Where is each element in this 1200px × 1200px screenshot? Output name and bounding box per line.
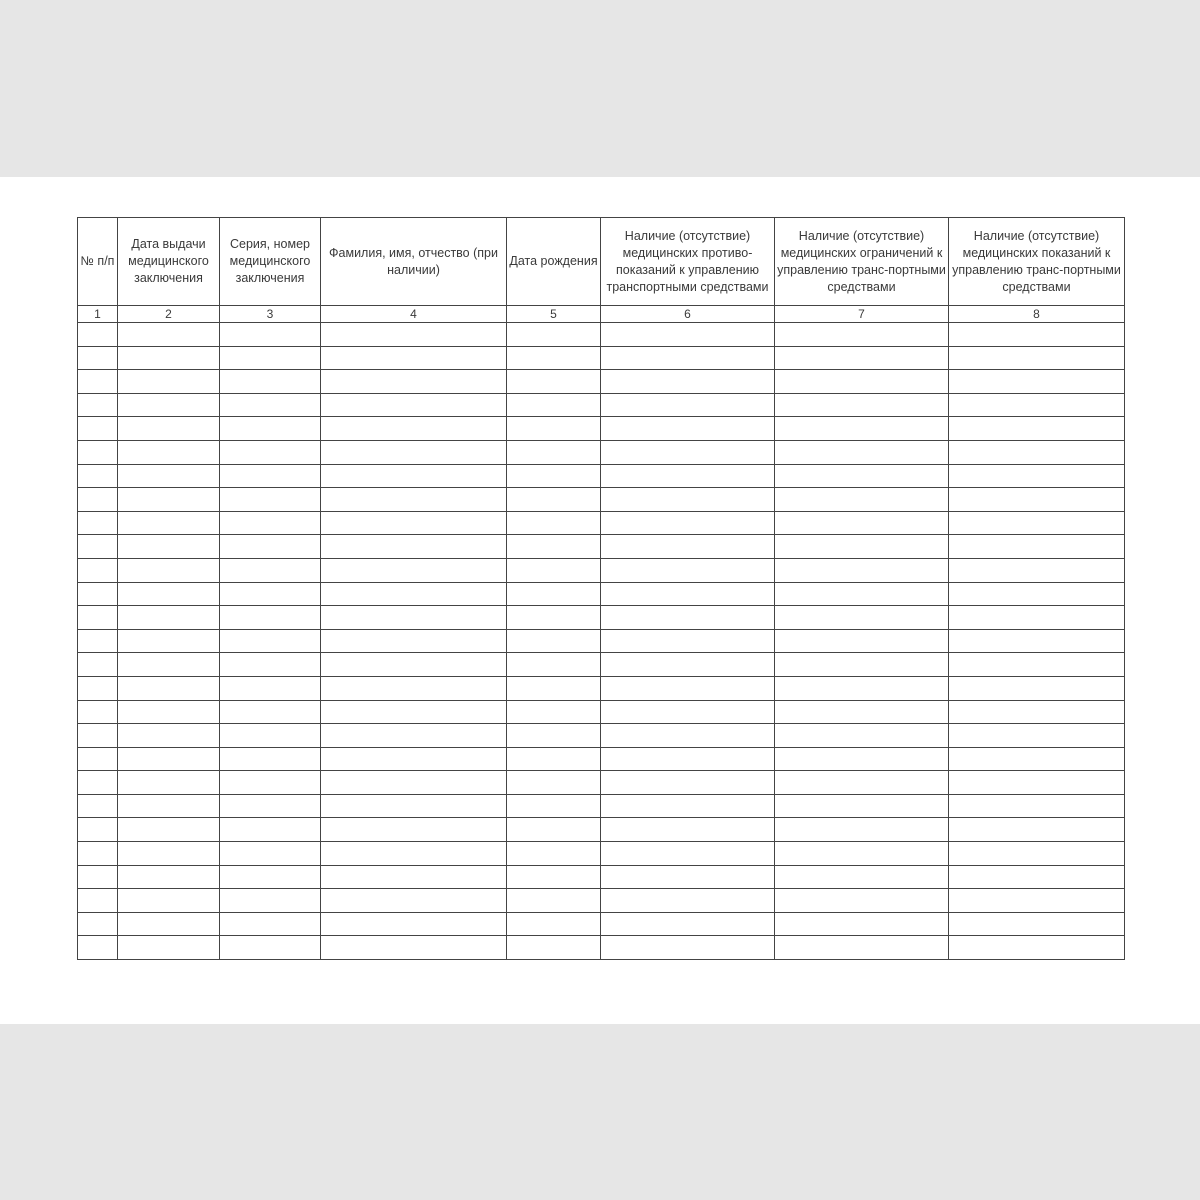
table-cell[interactable] bbox=[321, 440, 507, 464]
table-cell[interactable] bbox=[118, 629, 220, 653]
table-cell[interactable] bbox=[601, 818, 775, 842]
table-cell[interactable] bbox=[507, 511, 601, 535]
table-cell[interactable] bbox=[321, 818, 507, 842]
table-cell[interactable] bbox=[601, 771, 775, 795]
table-cell[interactable] bbox=[775, 511, 949, 535]
table-cell[interactable] bbox=[118, 535, 220, 559]
table-cell[interactable] bbox=[775, 558, 949, 582]
column-number: 6 bbox=[601, 306, 775, 323]
table-cell[interactable] bbox=[775, 393, 949, 417]
table-cell[interactable] bbox=[507, 323, 601, 347]
table-cell[interactable] bbox=[949, 488, 1125, 512]
table-row bbox=[78, 865, 1125, 889]
table-cell[interactable] bbox=[949, 794, 1125, 818]
table-cell[interactable] bbox=[601, 865, 775, 889]
table-cell[interactable] bbox=[775, 818, 949, 842]
table-cell[interactable] bbox=[775, 936, 949, 960]
table-cell[interactable] bbox=[78, 323, 118, 347]
table-cell[interactable] bbox=[78, 629, 118, 653]
table-cell[interactable] bbox=[220, 511, 321, 535]
column-header-birth-date: Дата рождения bbox=[507, 218, 601, 306]
table-cell[interactable] bbox=[507, 629, 601, 653]
table-cell[interactable] bbox=[775, 346, 949, 370]
table-cell[interactable] bbox=[507, 676, 601, 700]
table-cell[interactable] bbox=[118, 724, 220, 748]
table-cell[interactable] bbox=[949, 582, 1125, 606]
table-cell[interactable] bbox=[220, 653, 321, 677]
table-cell[interactable] bbox=[78, 464, 118, 488]
table-cell[interactable] bbox=[601, 629, 775, 653]
table-cell[interactable] bbox=[949, 440, 1125, 464]
table-cell[interactable] bbox=[220, 535, 321, 559]
table-cell[interactable] bbox=[775, 606, 949, 630]
table-cell[interactable] bbox=[507, 653, 601, 677]
table-cell[interactable] bbox=[949, 417, 1125, 441]
table-cell[interactable] bbox=[78, 724, 118, 748]
table-row bbox=[78, 511, 1125, 535]
table-cell[interactable] bbox=[507, 488, 601, 512]
table-cell[interactable] bbox=[321, 912, 507, 936]
table-cell[interactable] bbox=[220, 558, 321, 582]
table-cell[interactable] bbox=[220, 346, 321, 370]
table-row bbox=[78, 653, 1125, 677]
table-cell[interactable] bbox=[507, 346, 601, 370]
register-body bbox=[78, 323, 1125, 960]
table-cell[interactable] bbox=[321, 653, 507, 677]
table-cell[interactable] bbox=[220, 842, 321, 866]
table-row bbox=[78, 582, 1125, 606]
table-cell[interactable] bbox=[949, 865, 1125, 889]
table-cell[interactable] bbox=[78, 558, 118, 582]
column-number: 4 bbox=[321, 306, 507, 323]
table-cell[interactable] bbox=[507, 582, 601, 606]
table-cell[interactable] bbox=[118, 771, 220, 795]
table-cell[interactable] bbox=[321, 346, 507, 370]
table-cell[interactable] bbox=[775, 794, 949, 818]
table-cell[interactable] bbox=[78, 511, 118, 535]
table-cell[interactable] bbox=[220, 323, 321, 347]
table-row bbox=[78, 889, 1125, 913]
table-cell[interactable] bbox=[78, 842, 118, 866]
table-cell[interactable] bbox=[601, 440, 775, 464]
table-row bbox=[78, 558, 1125, 582]
table-cell[interactable] bbox=[78, 606, 118, 630]
table-cell[interactable] bbox=[949, 724, 1125, 748]
table-row bbox=[78, 535, 1125, 559]
table-row bbox=[78, 393, 1125, 417]
table-cell[interactable] bbox=[321, 842, 507, 866]
column-number: 1 bbox=[78, 306, 118, 323]
table-cell[interactable] bbox=[949, 771, 1125, 795]
table-cell[interactable] bbox=[78, 676, 118, 700]
register-table bbox=[77, 217, 1125, 960]
table-cell[interactable] bbox=[118, 323, 220, 347]
table-cell[interactable] bbox=[507, 912, 601, 936]
table-cell[interactable] bbox=[118, 606, 220, 630]
table-cell[interactable] bbox=[220, 889, 321, 913]
table-cell[interactable] bbox=[507, 558, 601, 582]
table-cell[interactable] bbox=[118, 440, 220, 464]
table-cell[interactable] bbox=[775, 323, 949, 347]
table-cell[interactable] bbox=[118, 747, 220, 771]
table-cell[interactable] bbox=[601, 700, 775, 724]
table-cell[interactable] bbox=[949, 464, 1125, 488]
table-cell[interactable] bbox=[78, 912, 118, 936]
table-cell[interactable] bbox=[118, 464, 220, 488]
table-cell[interactable] bbox=[949, 936, 1125, 960]
table-row bbox=[78, 370, 1125, 394]
table-cell[interactable] bbox=[949, 912, 1125, 936]
table-cell[interactable] bbox=[507, 393, 601, 417]
table-row bbox=[78, 912, 1125, 936]
table-cell[interactable] bbox=[601, 724, 775, 748]
table-cell[interactable] bbox=[949, 629, 1125, 653]
column-header-indications: Наличие (отсутствие) медицинских показаний к управлению транс-портными средствами bbox=[949, 218, 1125, 306]
table-cell[interactable] bbox=[601, 676, 775, 700]
table-cell[interactable] bbox=[507, 889, 601, 913]
table-cell[interactable] bbox=[118, 700, 220, 724]
table-cell[interactable] bbox=[601, 889, 775, 913]
table-cell[interactable] bbox=[118, 393, 220, 417]
table-cell[interactable] bbox=[321, 889, 507, 913]
table-cell[interactable] bbox=[775, 464, 949, 488]
table-cell[interactable] bbox=[321, 488, 507, 512]
table-cell[interactable] bbox=[220, 936, 321, 960]
table-cell[interactable] bbox=[321, 936, 507, 960]
table-cell[interactable] bbox=[775, 889, 949, 913]
table-cell[interactable] bbox=[78, 653, 118, 677]
table-cell[interactable] bbox=[321, 370, 507, 394]
table-cell[interactable] bbox=[220, 417, 321, 441]
table-cell[interactable] bbox=[601, 535, 775, 559]
column-header-series-number: Серия, номер медицинского заключения bbox=[220, 218, 321, 306]
table-row bbox=[78, 346, 1125, 370]
table-cell[interactable] bbox=[775, 912, 949, 936]
table-cell[interactable] bbox=[118, 558, 220, 582]
table-cell[interactable] bbox=[321, 606, 507, 630]
table-cell[interactable] bbox=[775, 370, 949, 394]
table-cell[interactable] bbox=[601, 912, 775, 936]
table-cell[interactable] bbox=[118, 936, 220, 960]
column-header-issue-date: Дата выдачи медицинского заключения bbox=[118, 218, 220, 306]
table-row bbox=[78, 440, 1125, 464]
table-cell[interactable] bbox=[321, 700, 507, 724]
table-cell[interactable] bbox=[507, 606, 601, 630]
table-cell[interactable] bbox=[118, 912, 220, 936]
table-cell[interactable] bbox=[220, 865, 321, 889]
table-cell[interactable] bbox=[949, 653, 1125, 677]
table-cell[interactable] bbox=[601, 417, 775, 441]
table-row bbox=[78, 747, 1125, 771]
table-cell[interactable] bbox=[507, 865, 601, 889]
table-cell[interactable] bbox=[220, 606, 321, 630]
table-cell[interactable] bbox=[507, 747, 601, 771]
table-cell[interactable] bbox=[220, 771, 321, 795]
table-cell[interactable] bbox=[78, 488, 118, 512]
table-cell[interactable] bbox=[220, 912, 321, 936]
table-cell[interactable] bbox=[321, 724, 507, 748]
table-cell[interactable] bbox=[78, 417, 118, 441]
table-cell[interactable] bbox=[321, 629, 507, 653]
table-cell[interactable] bbox=[321, 535, 507, 559]
table-cell[interactable] bbox=[78, 865, 118, 889]
table-cell[interactable] bbox=[321, 511, 507, 535]
table-cell[interactable] bbox=[601, 582, 775, 606]
table-cell[interactable] bbox=[321, 794, 507, 818]
table-cell[interactable] bbox=[118, 488, 220, 512]
table-cell[interactable] bbox=[78, 747, 118, 771]
table-row bbox=[78, 724, 1125, 748]
table-row bbox=[78, 794, 1125, 818]
table-cell[interactable] bbox=[78, 393, 118, 417]
table-cell[interactable] bbox=[507, 936, 601, 960]
table-cell[interactable] bbox=[118, 417, 220, 441]
table-cell[interactable] bbox=[775, 771, 949, 795]
table-cell[interactable] bbox=[78, 370, 118, 394]
table-cell[interactable] bbox=[507, 700, 601, 724]
table-cell[interactable] bbox=[507, 842, 601, 866]
table-cell[interactable] bbox=[775, 676, 949, 700]
column-header-full-name: Фамилия, имя, отчество (при наличии) bbox=[321, 218, 507, 306]
table-cell[interactable] bbox=[78, 582, 118, 606]
table-cell[interactable] bbox=[601, 393, 775, 417]
table-cell[interactable] bbox=[220, 488, 321, 512]
table-cell[interactable] bbox=[775, 747, 949, 771]
column-number: 5 bbox=[507, 306, 601, 323]
table-cell[interactable] bbox=[949, 889, 1125, 913]
table-cell[interactable] bbox=[78, 346, 118, 370]
table-cell[interactable] bbox=[118, 889, 220, 913]
table-cell[interactable] bbox=[775, 535, 949, 559]
table-cell[interactable] bbox=[775, 440, 949, 464]
table-cell[interactable] bbox=[601, 558, 775, 582]
table-cell[interactable] bbox=[601, 794, 775, 818]
column-number: 2 bbox=[118, 306, 220, 323]
table-cell[interactable] bbox=[220, 582, 321, 606]
table-cell[interactable] bbox=[949, 606, 1125, 630]
column-number: 8 bbox=[949, 306, 1125, 323]
table-cell[interactable] bbox=[775, 724, 949, 748]
table-cell[interactable] bbox=[321, 747, 507, 771]
table-cell[interactable] bbox=[601, 346, 775, 370]
table-row bbox=[78, 818, 1125, 842]
table-cell[interactable] bbox=[507, 464, 601, 488]
table-row bbox=[78, 936, 1125, 960]
table-row bbox=[78, 488, 1125, 512]
table-row bbox=[78, 700, 1125, 724]
table-cell[interactable] bbox=[775, 653, 949, 677]
table-cell[interactable] bbox=[118, 653, 220, 677]
table-cell[interactable] bbox=[220, 818, 321, 842]
table-cell[interactable] bbox=[775, 865, 949, 889]
table-cell[interactable] bbox=[118, 865, 220, 889]
table-cell[interactable] bbox=[321, 676, 507, 700]
table-cell[interactable] bbox=[601, 936, 775, 960]
table-cell[interactable] bbox=[775, 842, 949, 866]
table-cell[interactable] bbox=[220, 747, 321, 771]
table-cell[interactable] bbox=[321, 771, 507, 795]
table-row bbox=[78, 464, 1125, 488]
table-cell[interactable] bbox=[78, 771, 118, 795]
table-cell[interactable] bbox=[118, 794, 220, 818]
table-cell[interactable] bbox=[118, 370, 220, 394]
table-row bbox=[78, 629, 1125, 653]
table-cell[interactable] bbox=[321, 558, 507, 582]
table-cell[interactable] bbox=[949, 700, 1125, 724]
table-cell[interactable] bbox=[118, 511, 220, 535]
table-cell[interactable] bbox=[321, 393, 507, 417]
table-cell[interactable] bbox=[321, 323, 507, 347]
table-cell[interactable] bbox=[775, 417, 949, 441]
table-row bbox=[78, 606, 1125, 630]
table-cell[interactable] bbox=[775, 582, 949, 606]
column-header-restrictions: Наличие (отсутствие) медицинских ограничений к управлению транс-портными средствами bbox=[775, 218, 949, 306]
table-row bbox=[78, 323, 1125, 347]
document-sheet bbox=[0, 177, 1200, 1024]
table-cell[interactable] bbox=[118, 842, 220, 866]
table-cell[interactable] bbox=[949, 558, 1125, 582]
table-row bbox=[78, 842, 1125, 866]
table-cell[interactable] bbox=[78, 936, 118, 960]
table-cell[interactable] bbox=[601, 842, 775, 866]
table-cell[interactable] bbox=[507, 818, 601, 842]
table-cell[interactable] bbox=[220, 440, 321, 464]
table-cell[interactable] bbox=[220, 393, 321, 417]
table-cell[interactable] bbox=[775, 700, 949, 724]
table-cell[interactable] bbox=[601, 323, 775, 347]
table-cell[interactable] bbox=[949, 676, 1125, 700]
table-cell[interactable] bbox=[321, 417, 507, 441]
header-row bbox=[78, 218, 1125, 306]
table-cell[interactable] bbox=[949, 818, 1125, 842]
table-cell[interactable] bbox=[601, 653, 775, 677]
column-header-number: № п/п bbox=[78, 218, 118, 306]
column-number: 3 bbox=[220, 306, 321, 323]
table-cell[interactable] bbox=[118, 582, 220, 606]
table-cell[interactable] bbox=[220, 464, 321, 488]
table-cell[interactable] bbox=[78, 535, 118, 559]
table-cell[interactable] bbox=[321, 464, 507, 488]
table-cell[interactable] bbox=[601, 606, 775, 630]
table-cell[interactable] bbox=[220, 676, 321, 700]
table-cell[interactable] bbox=[949, 393, 1125, 417]
column-number: 7 bbox=[775, 306, 949, 323]
column-header-contraindications: Наличие (отсутствие) медицинских противо-показаний к управлению транспортными средствами bbox=[601, 218, 775, 306]
column-number-row bbox=[78, 306, 1125, 323]
table-cell[interactable] bbox=[949, 323, 1125, 347]
table-cell[interactable] bbox=[601, 747, 775, 771]
table-cell[interactable] bbox=[220, 370, 321, 394]
table-row bbox=[78, 417, 1125, 441]
table-cell[interactable] bbox=[949, 535, 1125, 559]
table-cell[interactable] bbox=[507, 771, 601, 795]
table-cell[interactable] bbox=[220, 629, 321, 653]
table-cell[interactable] bbox=[949, 747, 1125, 771]
table-cell[interactable] bbox=[220, 700, 321, 724]
table-cell[interactable] bbox=[118, 676, 220, 700]
table-cell[interactable] bbox=[507, 440, 601, 464]
table-cell[interactable] bbox=[78, 700, 118, 724]
table-cell[interactable] bbox=[78, 440, 118, 464]
table-cell[interactable] bbox=[507, 535, 601, 559]
table-cell[interactable] bbox=[601, 370, 775, 394]
table-cell[interactable] bbox=[220, 794, 321, 818]
table-cell[interactable] bbox=[507, 370, 601, 394]
table-cell[interactable] bbox=[601, 488, 775, 512]
table-cell[interactable] bbox=[949, 346, 1125, 370]
table-cell[interactable] bbox=[949, 370, 1125, 394]
table-cell[interactable] bbox=[775, 629, 949, 653]
table-cell[interactable] bbox=[949, 842, 1125, 866]
table-cell[interactable] bbox=[118, 818, 220, 842]
table-cell[interactable] bbox=[507, 794, 601, 818]
table-cell[interactable] bbox=[507, 724, 601, 748]
table-cell[interactable] bbox=[601, 464, 775, 488]
table-row bbox=[78, 771, 1125, 795]
table-cell[interactable] bbox=[220, 724, 321, 748]
table-cell[interactable] bbox=[118, 346, 220, 370]
table-cell[interactable] bbox=[78, 818, 118, 842]
table-cell[interactable] bbox=[775, 488, 949, 512]
table-cell[interactable] bbox=[321, 865, 507, 889]
table-row bbox=[78, 676, 1125, 700]
table-cell[interactable] bbox=[78, 794, 118, 818]
table-cell[interactable] bbox=[949, 511, 1125, 535]
table-cell[interactable] bbox=[321, 582, 507, 606]
table-cell[interactable] bbox=[601, 511, 775, 535]
table-cell[interactable] bbox=[507, 417, 601, 441]
table-cell[interactable] bbox=[78, 889, 118, 913]
